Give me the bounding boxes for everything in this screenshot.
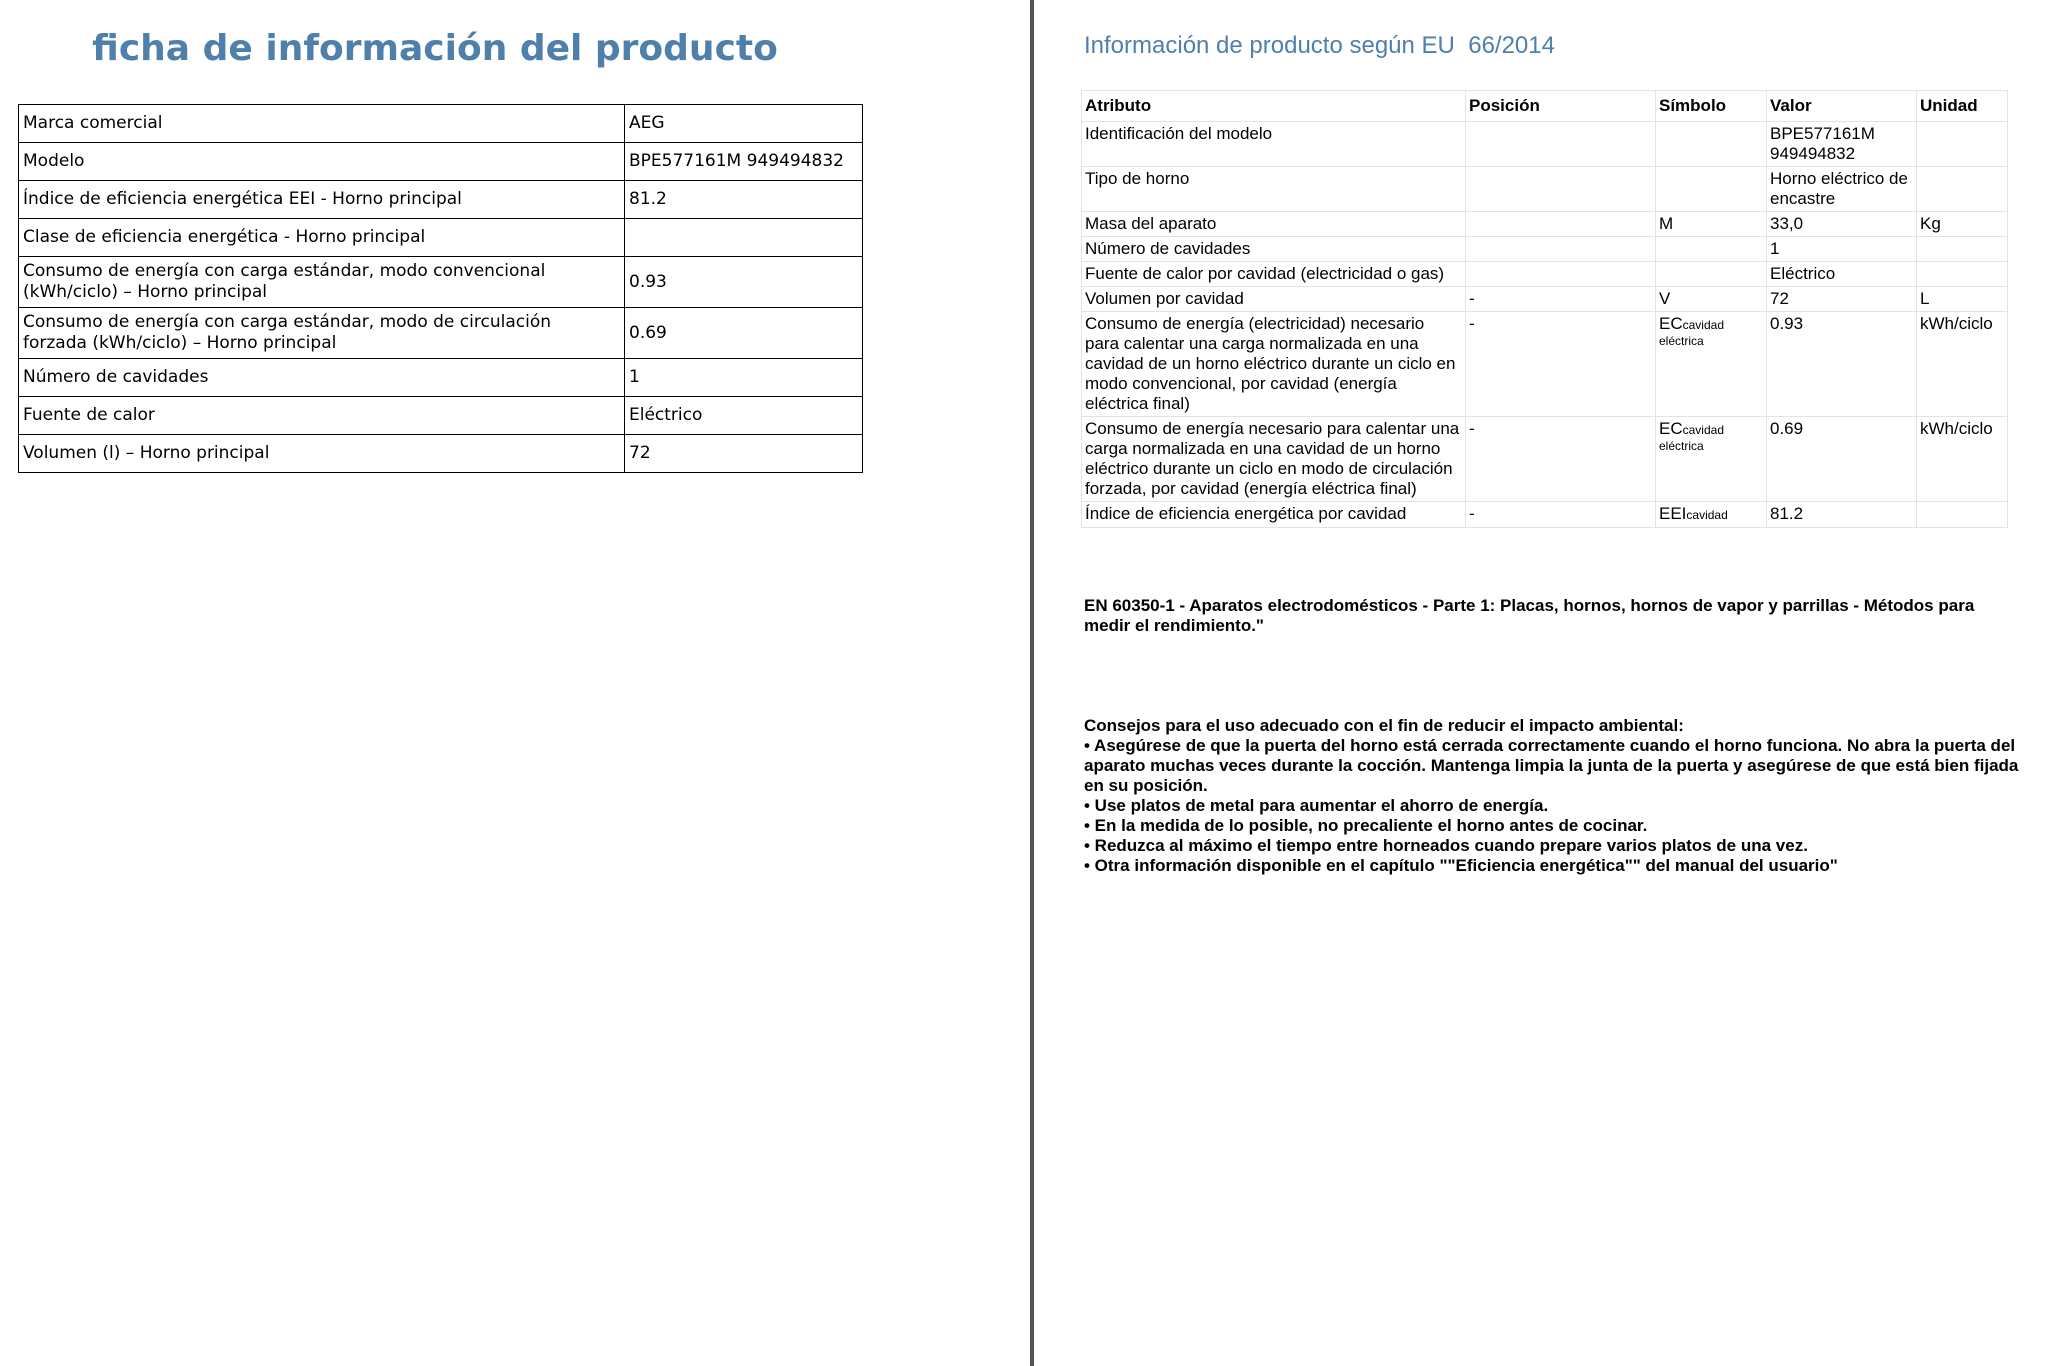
table-row: [19, 143, 863, 181]
attr-cell: Marca comercial: [19, 105, 625, 143]
value-cell: AEG: [625, 105, 863, 143]
unit-cell: kWh/ciclo: [1917, 417, 2008, 502]
value-cell: 0.93: [625, 257, 863, 308]
unit-cell: Kg: [1917, 212, 2008, 237]
sym-cell: [1656, 262, 1767, 287]
table-row: [19, 257, 863, 308]
table-row: [1082, 312, 2008, 417]
val-cell: 0.69: [1767, 417, 1917, 502]
sym-line2: eléctrica: [1659, 334, 1704, 348]
unit-cell: [1917, 262, 2008, 287]
value-cell: 1: [625, 359, 863, 397]
unit-cell: [1917, 237, 2008, 262]
table-row: [1082, 417, 2008, 502]
attr-cell: Tipo de horno: [1082, 167, 1466, 212]
table-row: [1082, 287, 2008, 312]
tip-item: • Otra información disponible en el capítulo ""Eficiencia energética"" del manual del usuario": [1084, 856, 1838, 875]
table-row: [1082, 237, 2008, 262]
right-page: [1034, 0, 2058, 1366]
header-sym: Símbolo: [1656, 91, 1767, 122]
attr-cell: Índice de eficiencia energética por cavidad: [1082, 502, 1466, 528]
left-title: ficha de información del producto: [92, 28, 778, 69]
sym-cell: [1656, 312, 1767, 417]
value-cell: 81.2: [625, 181, 863, 219]
pos-cell: -: [1466, 287, 1656, 312]
attr-cell: Consumo de energía con carga estándar, modo convencional (kWh/ciclo) – Horno principal: [19, 257, 625, 308]
table-header-row: [1082, 91, 2008, 122]
val-cell: 1: [1767, 237, 1917, 262]
tips-heading: Consejos para el uso adecuado con el fin de reducir el impacto ambiental:: [1084, 716, 1684, 735]
header-attr: Atributo: [1082, 91, 1466, 122]
pos-cell: [1466, 122, 1656, 167]
table-row: [19, 105, 863, 143]
table-row: [1082, 122, 2008, 167]
sym-main: EC: [1659, 314, 1683, 333]
tip-item: • Use platos de metal para aumentar el ahorro de energía.: [1084, 796, 1549, 815]
sym-sub: cavidad: [1686, 508, 1728, 522]
val-cell: BPE577161M 949494832: [1767, 122, 1917, 167]
sym-cell: M: [1656, 212, 1767, 237]
sym-sub: cavidad: [1682, 423, 1724, 437]
unit-cell: [1917, 122, 2008, 167]
table-row: [19, 219, 863, 257]
table-row: [1082, 502, 2008, 528]
val-cell: Eléctrico: [1767, 262, 1917, 287]
eu-info-table: [1081, 90, 2008, 528]
attr-cell: Número de cavidades: [19, 359, 625, 397]
unit-cell: L: [1917, 287, 2008, 312]
attr-cell: Índice de eficiencia energética EEI - Horno principal: [19, 181, 625, 219]
value-cell: 72: [625, 435, 863, 473]
sym-cell: V: [1656, 287, 1767, 312]
tip-item: • En la medida de lo posible, no precaliente el horno antes de cocinar.: [1084, 816, 1648, 835]
table-row: [19, 359, 863, 397]
sym-main: EEI: [1659, 504, 1687, 523]
sym-cell: [1656, 237, 1767, 262]
value-cell: BPE577161M 949494832: [625, 143, 863, 181]
right-title: Información de producto según EU 66/2014: [1084, 32, 1555, 59]
header-unit: Unidad: [1917, 91, 2008, 122]
sym-line2: eléctrica: [1659, 439, 1704, 453]
table-row: [19, 397, 863, 435]
attr-cell: Consumo de energía necesario para calentar una carga normalizada en una cavidad de un horno eléctrico durante un ciclo en modo de circulación forzada, por cavidad (energía eléctrica final): [1082, 417, 1466, 502]
attr-cell: Modelo: [19, 143, 625, 181]
attr-cell: Consumo de energía con carga estándar, modo de circulación forzada (kWh/ciclo) – Horno principal: [19, 308, 625, 359]
pos-cell: [1466, 237, 1656, 262]
val-cell: 72: [1767, 287, 1917, 312]
product-info-table: [18, 104, 863, 473]
pos-cell: -: [1466, 417, 1656, 502]
pos-cell: -: [1466, 312, 1656, 417]
eco-tips: [1084, 716, 2019, 876]
attr-cell: Fuente de calor: [19, 397, 625, 435]
value-cell: [625, 219, 863, 257]
table-row: [1082, 212, 2008, 237]
tip-item: • Asegúrese de que la puerta del horno está cerrada correctamente cuando el horno funciona. No abra la puerta del aparato muchas veces durante la cocción. Mantenga limpia la junta de la puerta y asegúrese de que está bien fijada en su posición.: [1084, 736, 2019, 795]
sym-cell: [1656, 417, 1767, 502]
table-row: [19, 181, 863, 219]
table-row: [19, 435, 863, 473]
attr-cell: Clase de eficiencia energética - Horno principal: [19, 219, 625, 257]
unit-cell: [1917, 502, 2008, 528]
sym-cell: [1656, 502, 1767, 528]
val-cell: 33,0: [1767, 212, 1917, 237]
value-cell: 0.69: [625, 308, 863, 359]
attr-cell: Número de cavidades: [1082, 237, 1466, 262]
attr-cell: Consumo de energía (electricidad) necesario para calentar una carga normalizada en una cavidad de un horno eléctrico durante un ciclo en modo convencional, por cavidad (energía eléctrica final): [1082, 312, 1466, 417]
pos-cell: [1466, 262, 1656, 287]
tip-item: • Reduzca al máximo el tiempo entre horneados cuando prepare varios platos de una vez.: [1084, 836, 1808, 855]
attr-cell: Identificación del modelo: [1082, 122, 1466, 167]
table-row: [1082, 167, 2008, 212]
attr-cell: Masa del aparato: [1082, 212, 1466, 237]
val-cell: Horno eléctrico de encastre: [1767, 167, 1917, 212]
value-cell: Eléctrico: [625, 397, 863, 435]
attr-cell: Fuente de calor por cavidad (electricidad o gas): [1082, 262, 1466, 287]
sym-sub: cavidad: [1682, 318, 1724, 332]
val-cell: 81.2: [1767, 502, 1917, 528]
val-cell: 0.93: [1767, 312, 1917, 417]
pos-cell: [1466, 212, 1656, 237]
pos-cell: [1466, 167, 1656, 212]
table-row: [1082, 262, 2008, 287]
unit-cell: [1917, 167, 2008, 212]
sym-cell: [1656, 122, 1767, 167]
pos-cell: -: [1466, 502, 1656, 528]
attr-cell: Volumen (l) – Horno principal: [19, 435, 625, 473]
sym-main: EC: [1659, 419, 1683, 438]
sym-cell: [1656, 167, 1767, 212]
table-row: [19, 308, 863, 359]
header-pos: Posición: [1466, 91, 1656, 122]
attr-cell: Volumen por cavidad: [1082, 287, 1466, 312]
norm-reference: EN 60350-1 - Aparatos electrodomésticos - Parte 1: Placas, hornos, hornos de vapor y parrillas - Métodos para medir el rendimiento.": [1084, 596, 1975, 635]
header-val: Valor: [1767, 91, 1917, 122]
unit-cell: kWh/ciclo: [1917, 312, 2008, 417]
